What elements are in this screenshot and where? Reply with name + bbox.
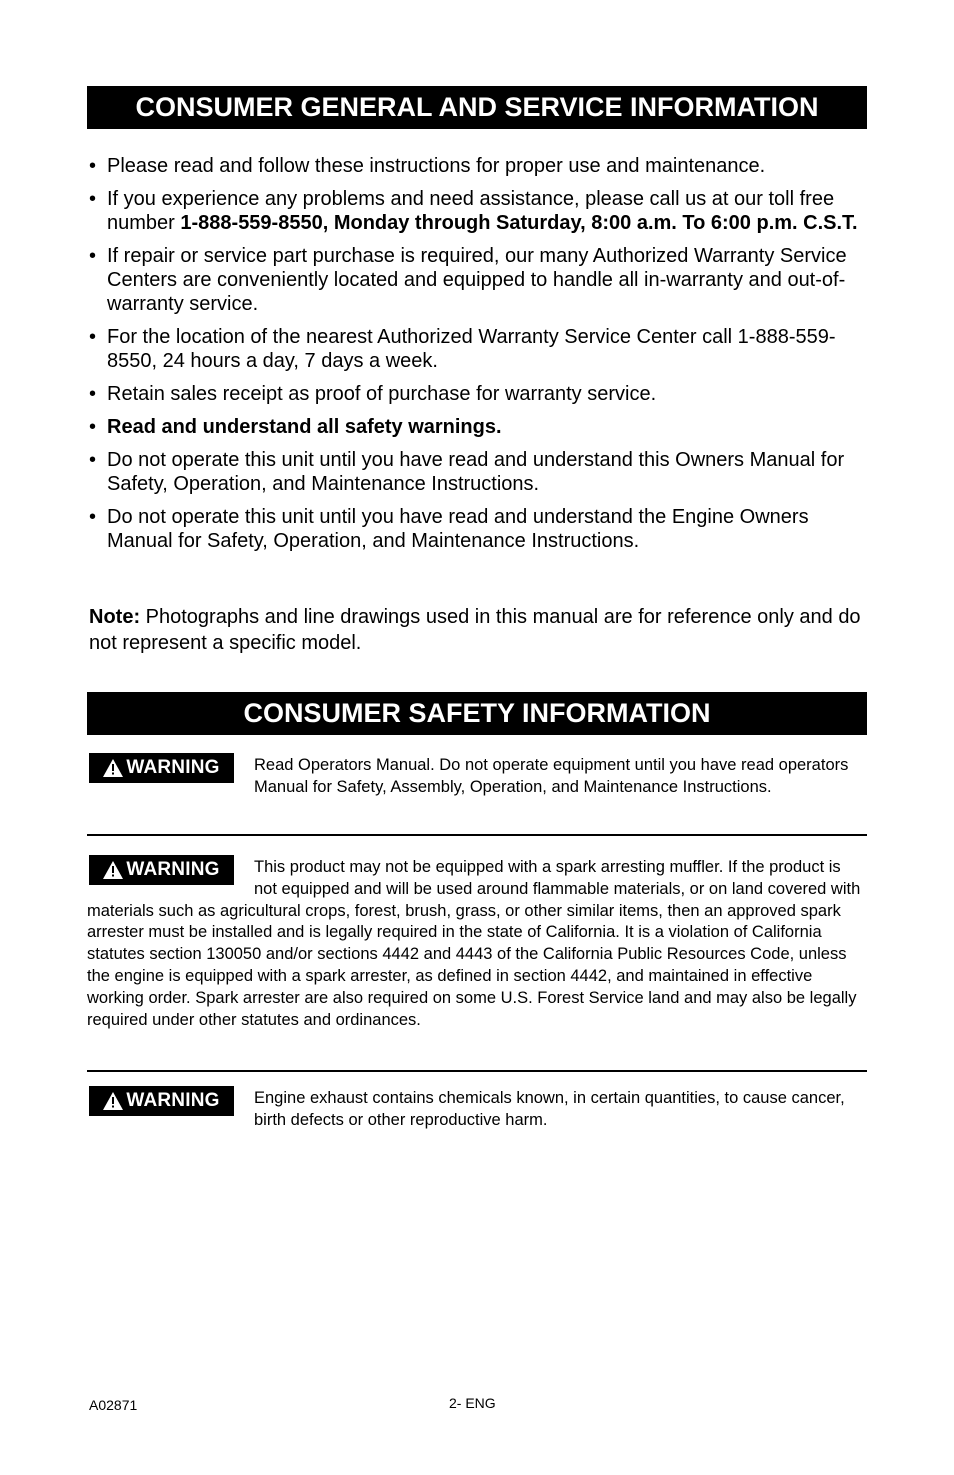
warning-block-manual <box>87 755 867 799</box>
warning-triangle-icon <box>103 861 123 879</box>
list-item-text: For the location of the nearest Authorized Warranty Service Center call 1-888-559-8550, 24 hours a day, 7 days a week. <box>107 326 836 372</box>
phone-hours-text: 1-888-559-8550, Monday through Saturday, 8:00 a.m. To 6:00 p.m. C.S.T. <box>180 212 858 234</box>
list-item-text: If repair or service part purchase is required, our many Authorized Warranty Service Centers are conveniently located and equipped to handle all in-warranty and out-of-warranty service. <box>107 245 847 315</box>
general-info-list <box>89 154 869 562</box>
note-label: Note: <box>89 606 141 628</box>
list-item-text: Do not operate this unit until you have read and understand this Owners Manual for Safety, Operation, and Maintenance Instructions. <box>107 449 845 495</box>
divider <box>87 1070 867 1072</box>
warning-badge <box>89 855 234 885</box>
list-item <box>89 244 869 316</box>
list-item <box>89 154 869 178</box>
general-service-heading: CONSUMER GENERAL AND SERVICE INFORMATION <box>87 86 867 129</box>
note-text: Photographs and line drawings used in this manual are for reference only and do not represent a specific model. <box>89 606 861 654</box>
warning-text: Read Operators Manual. Do not operate equipment until you have read operators Manual for Safety, Assembly, Operation, and Maintenance Instructions. <box>254 756 849 796</box>
warning-badge <box>89 1086 234 1116</box>
warning-text: This product may not be equipped with a spark arresting muffler. If the product is not equipped and will be used around flammable materials, or on land covered with materials such as agricultural crops, forest, brush, grass, or other similar items, then an approved spark arrester must be installed and is legally required in the state of California. It is a violation of California statutes section 130050 and/or sections 4442 and 4443 of the California Public Resources Code, unless the engine is equipped with a spark arrester, as defined in section 4442, and maintained in effective working order. Spark arrester are also required on some U.S. Forest Service land and may also be legally required under other statutes and ordinances. <box>87 858 861 1029</box>
list-item <box>89 505 869 553</box>
note-paragraph <box>89 604 869 656</box>
warning-badge-label: WARNING <box>126 859 220 881</box>
warning-badge-label: WARNING <box>126 757 220 779</box>
warning-badge-label: WARNING <box>126 1090 220 1112</box>
list-item <box>89 415 869 439</box>
warning-text: Engine exhaust contains chemicals known, in certain quantities, to cause cancer, birth defects or other reproductive harm. <box>254 1089 845 1129</box>
warning-badge <box>89 753 234 783</box>
list-item-text: If you experience any problems and need assistance, please call us at our toll free number <box>107 188 835 234</box>
list-item-text: Please read and follow these instructions for proper use and maintenance. <box>107 155 766 177</box>
document-code: A02871 <box>89 1397 138 1413</box>
list-item-text: Retain sales receipt as proof of purchase for warranty service. <box>107 383 657 405</box>
list-item <box>89 382 869 406</box>
divider <box>87 834 867 836</box>
warning-triangle-icon <box>103 1092 123 1110</box>
list-item-text: Read and understand all safety warnings. <box>107 416 502 438</box>
warning-block-spark-arrester <box>87 857 867 1031</box>
list-item-text: Do not operate this unit until you have read and understand the Engine Owners Manual for Safety, Operation, and Maintenance Instructions. <box>107 506 809 552</box>
list-item <box>89 448 869 496</box>
safety-heading: CONSUMER SAFETY INFORMATION <box>87 692 867 735</box>
page-number: 2- ENG <box>449 1395 496 1411</box>
list-item <box>89 187 869 235</box>
list-item <box>89 325 869 373</box>
warning-block-exhaust <box>87 1088 867 1132</box>
warning-triangle-icon <box>103 759 123 777</box>
